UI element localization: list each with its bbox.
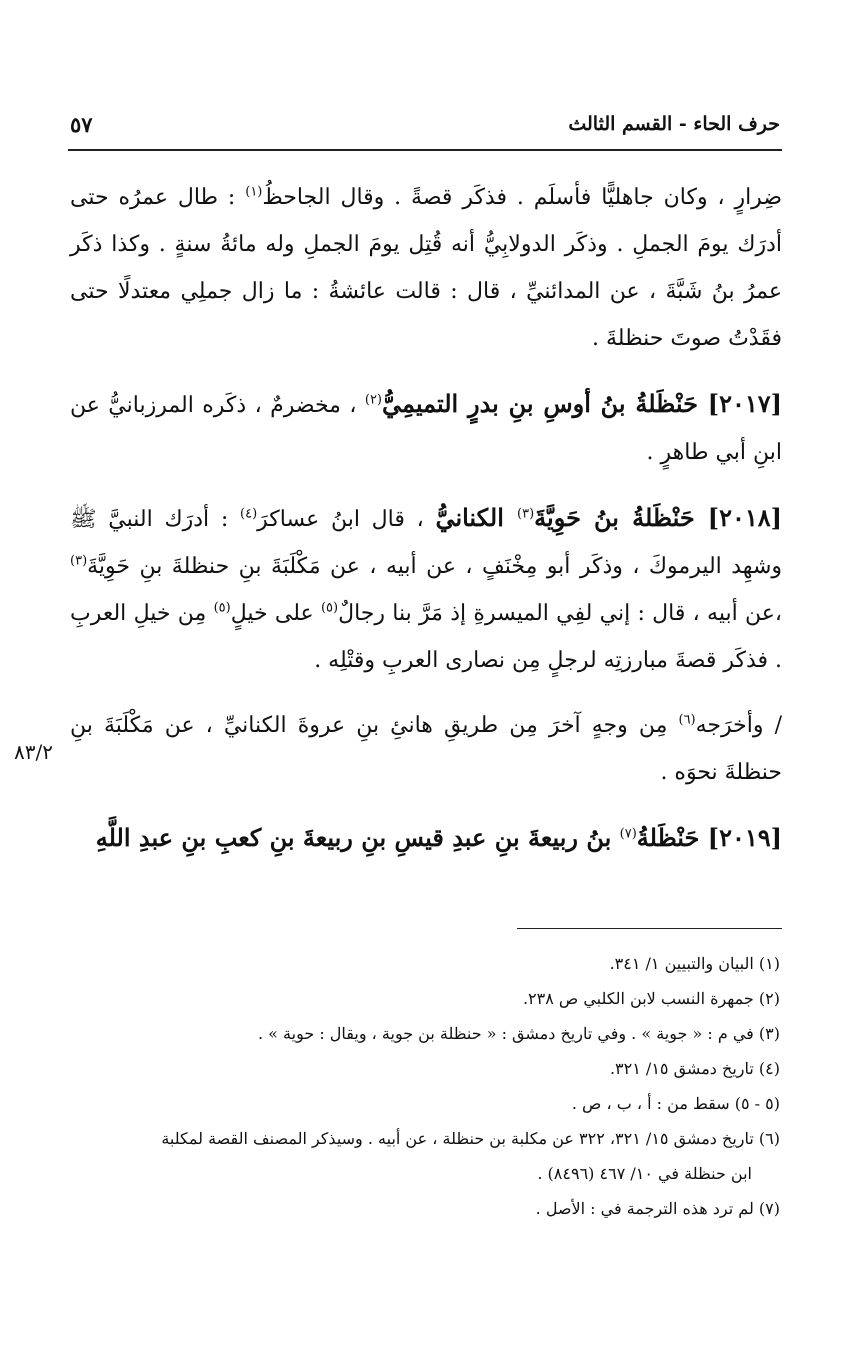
- footnote-ref: (٥): [320, 600, 339, 616]
- entry-heading: [٢٠١٩] حَنْظَلةُ: [636, 823, 782, 852]
- entry-2019: [٢٠١٩] حَنْظَلةُ$^{(٧)}$ بنُ ربيعةَ بنِ عبدِ قيسِ بنِ ربيعةَ بنِ كعبِ بنِ عبدِ اللَّهِ: [95, 823, 782, 852]
- footnote-ref: (٧): [619, 826, 637, 842]
- page-header: [70, 104, 780, 144]
- header-rule: [68, 149, 782, 151]
- footnote-ref: (٤): [240, 506, 258, 522]
- footnote-ref: (٦): [678, 712, 696, 728]
- margin-reference: ٨٣/٢: [14, 740, 53, 764]
- footnote: (٥ - ٥) سقط من : أ ، ب ، ص .: [571, 1094, 780, 1113]
- running-title: حرف الحاء - القسم الثالث: [568, 113, 780, 135]
- footnote: (٣) في م : « جوية » . وفي تاريخ دمشق : « حنظلة بن جوية ، ويقال : حوية » .: [258, 1024, 780, 1043]
- footnote-ref: (٣): [70, 553, 88, 569]
- entry-heading: [٢٠١٧] حَنْظَلةُ بنُ أوسِ بنِ بدرٍ التميمِيُّ: [382, 389, 782, 418]
- footnote-rule: [517, 928, 782, 929]
- footnote: (٤) تاريخ دمشق ١٥/ ٣٢١.: [609, 1059, 780, 1078]
- entry-heading: [٢٠١٨] حَنْظَلةُ بنُ حَوِيَّةَ: [534, 503, 783, 532]
- footnotes: [70, 946, 780, 1226]
- footnote-ref: (٣): [517, 506, 535, 522]
- page-number: ٥٧: [70, 111, 93, 137]
- footnote: (٧) لم ترد هذه الترجمة في : الأصل .: [535, 1199, 780, 1218]
- entry-2018: [٢٠١٨] حَنْظَلةُ بنُ حَوِيَّةَ$^{(٣)}$ الكنانيُّ ، قال ابنُ عساكرَ$^{(٤)}$ : أدرَك النبيَّ ﷺ وشهِد اليرموكَ ، وذكَر أبو مِخْنَفٍ ، عن أبيه ، عن مَكْلَبَةَ بنِ حنظلةَ بنِ حَوِيَّةَ$^{(٣)}$ ،عن أبيه ، قال : إني لفِي الميسرةِ إذ مَرَّ بنا رجالٌ$^{(٥)}$ على خيلٍ$^{(٥)}$ مِن خيلِ العربِ . فذكَر قصةَ مبارزتِه لرجلٍ مِن نصارى العربِ وقتْلِه .: [70, 503, 783, 673]
- paragraph-intro: ضِرارٍ ، وكان جاهليًّا فأسلَم . فذكَر قصةً . وقال الجاحظُ$^{(١)}$ : طال عمرُه حتى أدرَك يومَ الجملِ . وذكَر الدولابِيُّ أنه قُتِل يومَ الجملِ وله مائةُ سنةٍ . وكذا ذكَر عمرُ بنُ شَبَّةَ ، عن المدائنيِّ ، قال : قالت عائشةُ : ما زال جملِي معتدلًا حتى فقَدْتُ صوتَ حنظلةَ .: [70, 184, 782, 351]
- entry-2017: [٢٠١٧] حَنْظَلةُ بنُ أوسِ بنِ بدرٍ التميمِيُّ$^{(٢)}$ ، مخضرمٌ ، ذكَره المرزبانيُّ عن ابنِ أبي طاهرٍ .: [70, 389, 782, 465]
- footnote: (٦) تاريخ دمشق ١٥/ ٣٢١، ٣٢٢ عن مكلبة بن حنظلة ، عن أبيه . وسيذكر المصنف القصة لمكلبة: [161, 1129, 780, 1148]
- footnote-continuation: ابن حنظلة في ١٠/ ٤٦٧ (٨٤٩٦) .: [537, 1164, 752, 1183]
- footnote-ref: (٢): [364, 392, 382, 408]
- main-text: [70, 174, 782, 881]
- paragraph-akhrajah: / وأخرَجه$^{(٦)}$ مِن وجهٍ آخرَ مِن طريقِ هانئِ بنِ عروةَ الكنانيِّ ، عن مَكْلَبَةَ بنِ حنظلةَ نحوَه .: [70, 712, 782, 785]
- footnote-ref: (٥): [213, 600, 231, 616]
- footnote-ref: (١): [245, 184, 263, 200]
- footnote: (٢) جمهرة النسب لابن الكلبي ص ٢٣٨.: [522, 989, 780, 1008]
- footnote: (١) البيان والتبيين ١/ ٣٤١.: [609, 954, 780, 973]
